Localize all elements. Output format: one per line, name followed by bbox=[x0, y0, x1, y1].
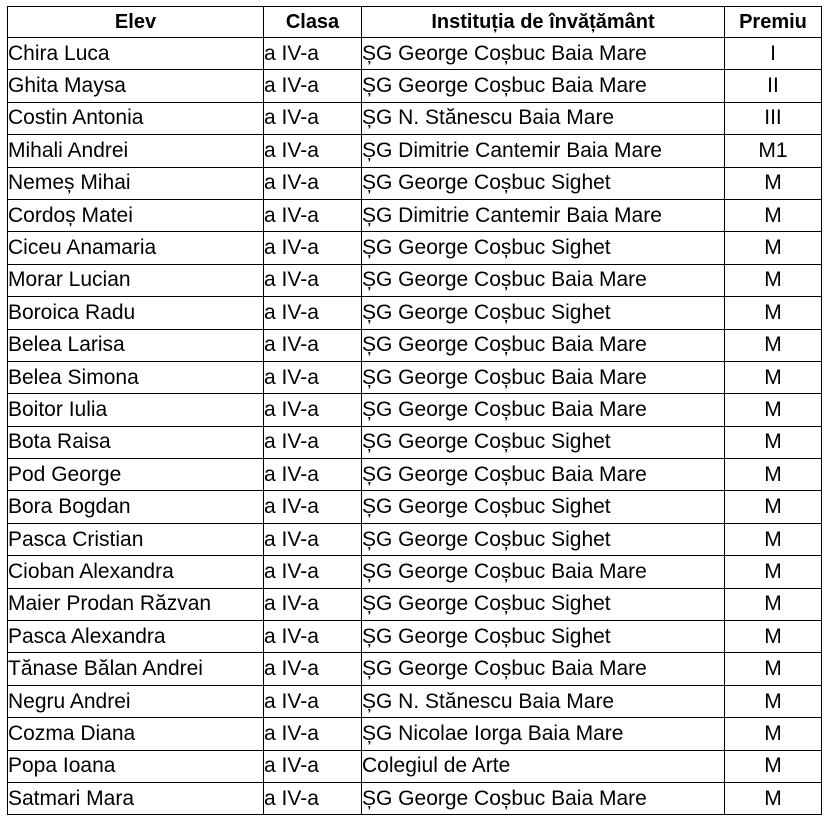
header-institutie: Instituția de învățământ bbox=[362, 7, 725, 38]
cell-institutie: ȘG N. Stănescu Baia Mare bbox=[362, 102, 725, 134]
cell-premiu: M bbox=[725, 297, 822, 329]
cell-elev: Negru Andrei bbox=[8, 685, 264, 717]
cell-clasa: a IV-a bbox=[264, 621, 362, 653]
results-table bbox=[7, 6, 822, 815]
cell-clasa: a IV-a bbox=[264, 459, 362, 491]
cell-premiu: M1 bbox=[725, 135, 822, 167]
cell-premiu: M bbox=[725, 361, 822, 393]
cell-clasa: a IV-a bbox=[264, 102, 362, 134]
cell-premiu: M bbox=[725, 426, 822, 458]
cell-institutie: ȘG George Coșbuc Baia Mare bbox=[362, 361, 725, 393]
cell-elev: Ciceu Anamaria bbox=[8, 232, 264, 264]
table-row bbox=[8, 199, 822, 231]
cell-premiu: M bbox=[725, 718, 822, 750]
header-clasa: Clasa bbox=[264, 7, 362, 38]
cell-elev: Morar Lucian bbox=[8, 264, 264, 296]
cell-clasa: a IV-a bbox=[264, 167, 362, 199]
cell-elev: Bora Bogdan bbox=[8, 491, 264, 523]
cell-clasa: a IV-a bbox=[264, 653, 362, 685]
table-row bbox=[8, 621, 822, 653]
cell-elev: Ghita Maysa bbox=[8, 70, 264, 102]
cell-premiu: M bbox=[725, 232, 822, 264]
cell-clasa: a IV-a bbox=[264, 426, 362, 458]
cell-institutie: ȘG Dimitrie Cantemir Baia Mare bbox=[362, 199, 725, 231]
cell-elev: Belea Larisa bbox=[8, 329, 264, 361]
table-row bbox=[8, 718, 822, 750]
cell-elev: Maier Prodan Răzvan bbox=[8, 588, 264, 620]
cell-clasa: a IV-a bbox=[264, 523, 362, 555]
cell-institutie: ȘG George Coșbuc Sighet bbox=[362, 588, 725, 620]
cell-premiu: M bbox=[725, 394, 822, 426]
cell-premiu: M bbox=[725, 167, 822, 199]
cell-elev: Bota Raisa bbox=[8, 426, 264, 458]
cell-institutie: Colegiul de Arte bbox=[362, 750, 725, 782]
table-row bbox=[8, 135, 822, 167]
cell-premiu: M bbox=[725, 491, 822, 523]
cell-institutie: ȘG George Coșbuc Sighet bbox=[362, 426, 725, 458]
table-row bbox=[8, 329, 822, 361]
cell-elev: Pasca Cristian bbox=[8, 523, 264, 555]
table-row bbox=[8, 70, 822, 102]
cell-elev: Cordoș Matei bbox=[8, 199, 264, 231]
cell-clasa: a IV-a bbox=[264, 199, 362, 231]
cell-clasa: a IV-a bbox=[264, 782, 362, 814]
table-row bbox=[8, 491, 822, 523]
cell-clasa: a IV-a bbox=[264, 556, 362, 588]
cell-clasa: a IV-a bbox=[264, 491, 362, 523]
cell-premiu: II bbox=[725, 70, 822, 102]
cell-clasa: a IV-a bbox=[264, 135, 362, 167]
table-row bbox=[8, 38, 822, 70]
cell-clasa: a IV-a bbox=[264, 750, 362, 782]
cell-elev: Satmari Mara bbox=[8, 782, 264, 814]
table-row bbox=[8, 297, 822, 329]
cell-clasa: a IV-a bbox=[264, 394, 362, 426]
cell-clasa: a IV-a bbox=[264, 70, 362, 102]
cell-institutie: ȘG George Coșbuc Baia Mare bbox=[362, 394, 725, 426]
table-row bbox=[8, 361, 822, 393]
cell-institutie: ȘG George Coșbuc Sighet bbox=[362, 621, 725, 653]
table-row bbox=[8, 523, 822, 555]
cell-premiu: M bbox=[725, 653, 822, 685]
cell-institutie: ȘG Dimitrie Cantemir Baia Mare bbox=[362, 135, 725, 167]
cell-elev: Cioban Alexandra bbox=[8, 556, 264, 588]
cell-elev: Costin Antonia bbox=[8, 102, 264, 134]
cell-elev: Mihali Andrei bbox=[8, 135, 264, 167]
cell-institutie: ȘG George Coșbuc Sighet bbox=[362, 491, 725, 523]
header-premiu: Premiu bbox=[725, 7, 822, 38]
cell-premiu: I bbox=[725, 38, 822, 70]
table-row bbox=[8, 394, 822, 426]
cell-elev: Pasca Alexandra bbox=[8, 621, 264, 653]
cell-premiu: M bbox=[725, 199, 822, 231]
cell-clasa: a IV-a bbox=[264, 232, 362, 264]
cell-premiu: M bbox=[725, 750, 822, 782]
cell-institutie: ȘG George Coșbuc Baia Mare bbox=[362, 653, 725, 685]
cell-elev: Popa Ioana bbox=[8, 750, 264, 782]
table-row bbox=[8, 232, 822, 264]
cell-premiu: M bbox=[725, 685, 822, 717]
cell-premiu: M bbox=[725, 588, 822, 620]
cell-premiu: M bbox=[725, 523, 822, 555]
cell-premiu: M bbox=[725, 621, 822, 653]
cell-institutie: ȘG George Coșbuc Baia Mare bbox=[362, 782, 725, 814]
cell-elev: Tănase Bălan Andrei bbox=[8, 653, 264, 685]
table-body bbox=[8, 38, 822, 815]
table-row bbox=[8, 426, 822, 458]
header-elev: Elev bbox=[8, 7, 264, 38]
cell-premiu: M bbox=[725, 556, 822, 588]
cell-institutie: ȘG George Coșbuc Baia Mare bbox=[362, 264, 725, 296]
cell-institutie: ȘG George Coșbuc Baia Mare bbox=[362, 556, 725, 588]
header-row bbox=[8, 7, 822, 38]
table-row bbox=[8, 588, 822, 620]
cell-elev: Boitor Iulia bbox=[8, 394, 264, 426]
cell-premiu: III bbox=[725, 102, 822, 134]
cell-clasa: a IV-a bbox=[264, 588, 362, 620]
table-row bbox=[8, 556, 822, 588]
cell-premiu: M bbox=[725, 782, 822, 814]
cell-elev: Belea Simona bbox=[8, 361, 264, 393]
table-row bbox=[8, 750, 822, 782]
cell-premiu: M bbox=[725, 264, 822, 296]
table-row bbox=[8, 782, 822, 814]
cell-elev: Nemeș Mihai bbox=[8, 167, 264, 199]
cell-institutie: ȘG George Coșbuc Sighet bbox=[362, 232, 725, 264]
cell-premiu: M bbox=[725, 459, 822, 491]
cell-premiu: M bbox=[725, 329, 822, 361]
table-row bbox=[8, 102, 822, 134]
cell-institutie: ȘG George Coșbuc Sighet bbox=[362, 523, 725, 555]
table-row bbox=[8, 685, 822, 717]
table-row bbox=[8, 264, 822, 296]
table-row bbox=[8, 653, 822, 685]
cell-institutie: ȘG George Coșbuc Sighet bbox=[362, 167, 725, 199]
cell-clasa: a IV-a bbox=[264, 297, 362, 329]
table-row bbox=[8, 459, 822, 491]
cell-institutie: ȘG George Coșbuc Baia Mare bbox=[362, 38, 725, 70]
cell-institutie: ȘG George Coșbuc Baia Mare bbox=[362, 459, 725, 491]
cell-institutie: ȘG N. Stănescu Baia Mare bbox=[362, 685, 725, 717]
cell-elev: Boroica Radu bbox=[8, 297, 264, 329]
cell-elev: Chira Luca bbox=[8, 38, 264, 70]
cell-clasa: a IV-a bbox=[264, 264, 362, 296]
cell-institutie: ȘG Nicolae Iorga Baia Mare bbox=[362, 718, 725, 750]
table-row bbox=[8, 167, 822, 199]
cell-institutie: ȘG George Coșbuc Sighet bbox=[362, 297, 725, 329]
cell-clasa: a IV-a bbox=[264, 718, 362, 750]
cell-institutie: ȘG George Coșbuc Baia Mare bbox=[362, 329, 725, 361]
cell-elev: Cozma Diana bbox=[8, 718, 264, 750]
cell-clasa: a IV-a bbox=[264, 361, 362, 393]
cell-institutie: ȘG George Coșbuc Baia Mare bbox=[362, 70, 725, 102]
cell-clasa: a IV-a bbox=[264, 685, 362, 717]
cell-clasa: a IV-a bbox=[264, 329, 362, 361]
cell-elev: Pod George bbox=[8, 459, 264, 491]
table-header bbox=[8, 7, 822, 38]
cell-clasa: a IV-a bbox=[264, 38, 362, 70]
